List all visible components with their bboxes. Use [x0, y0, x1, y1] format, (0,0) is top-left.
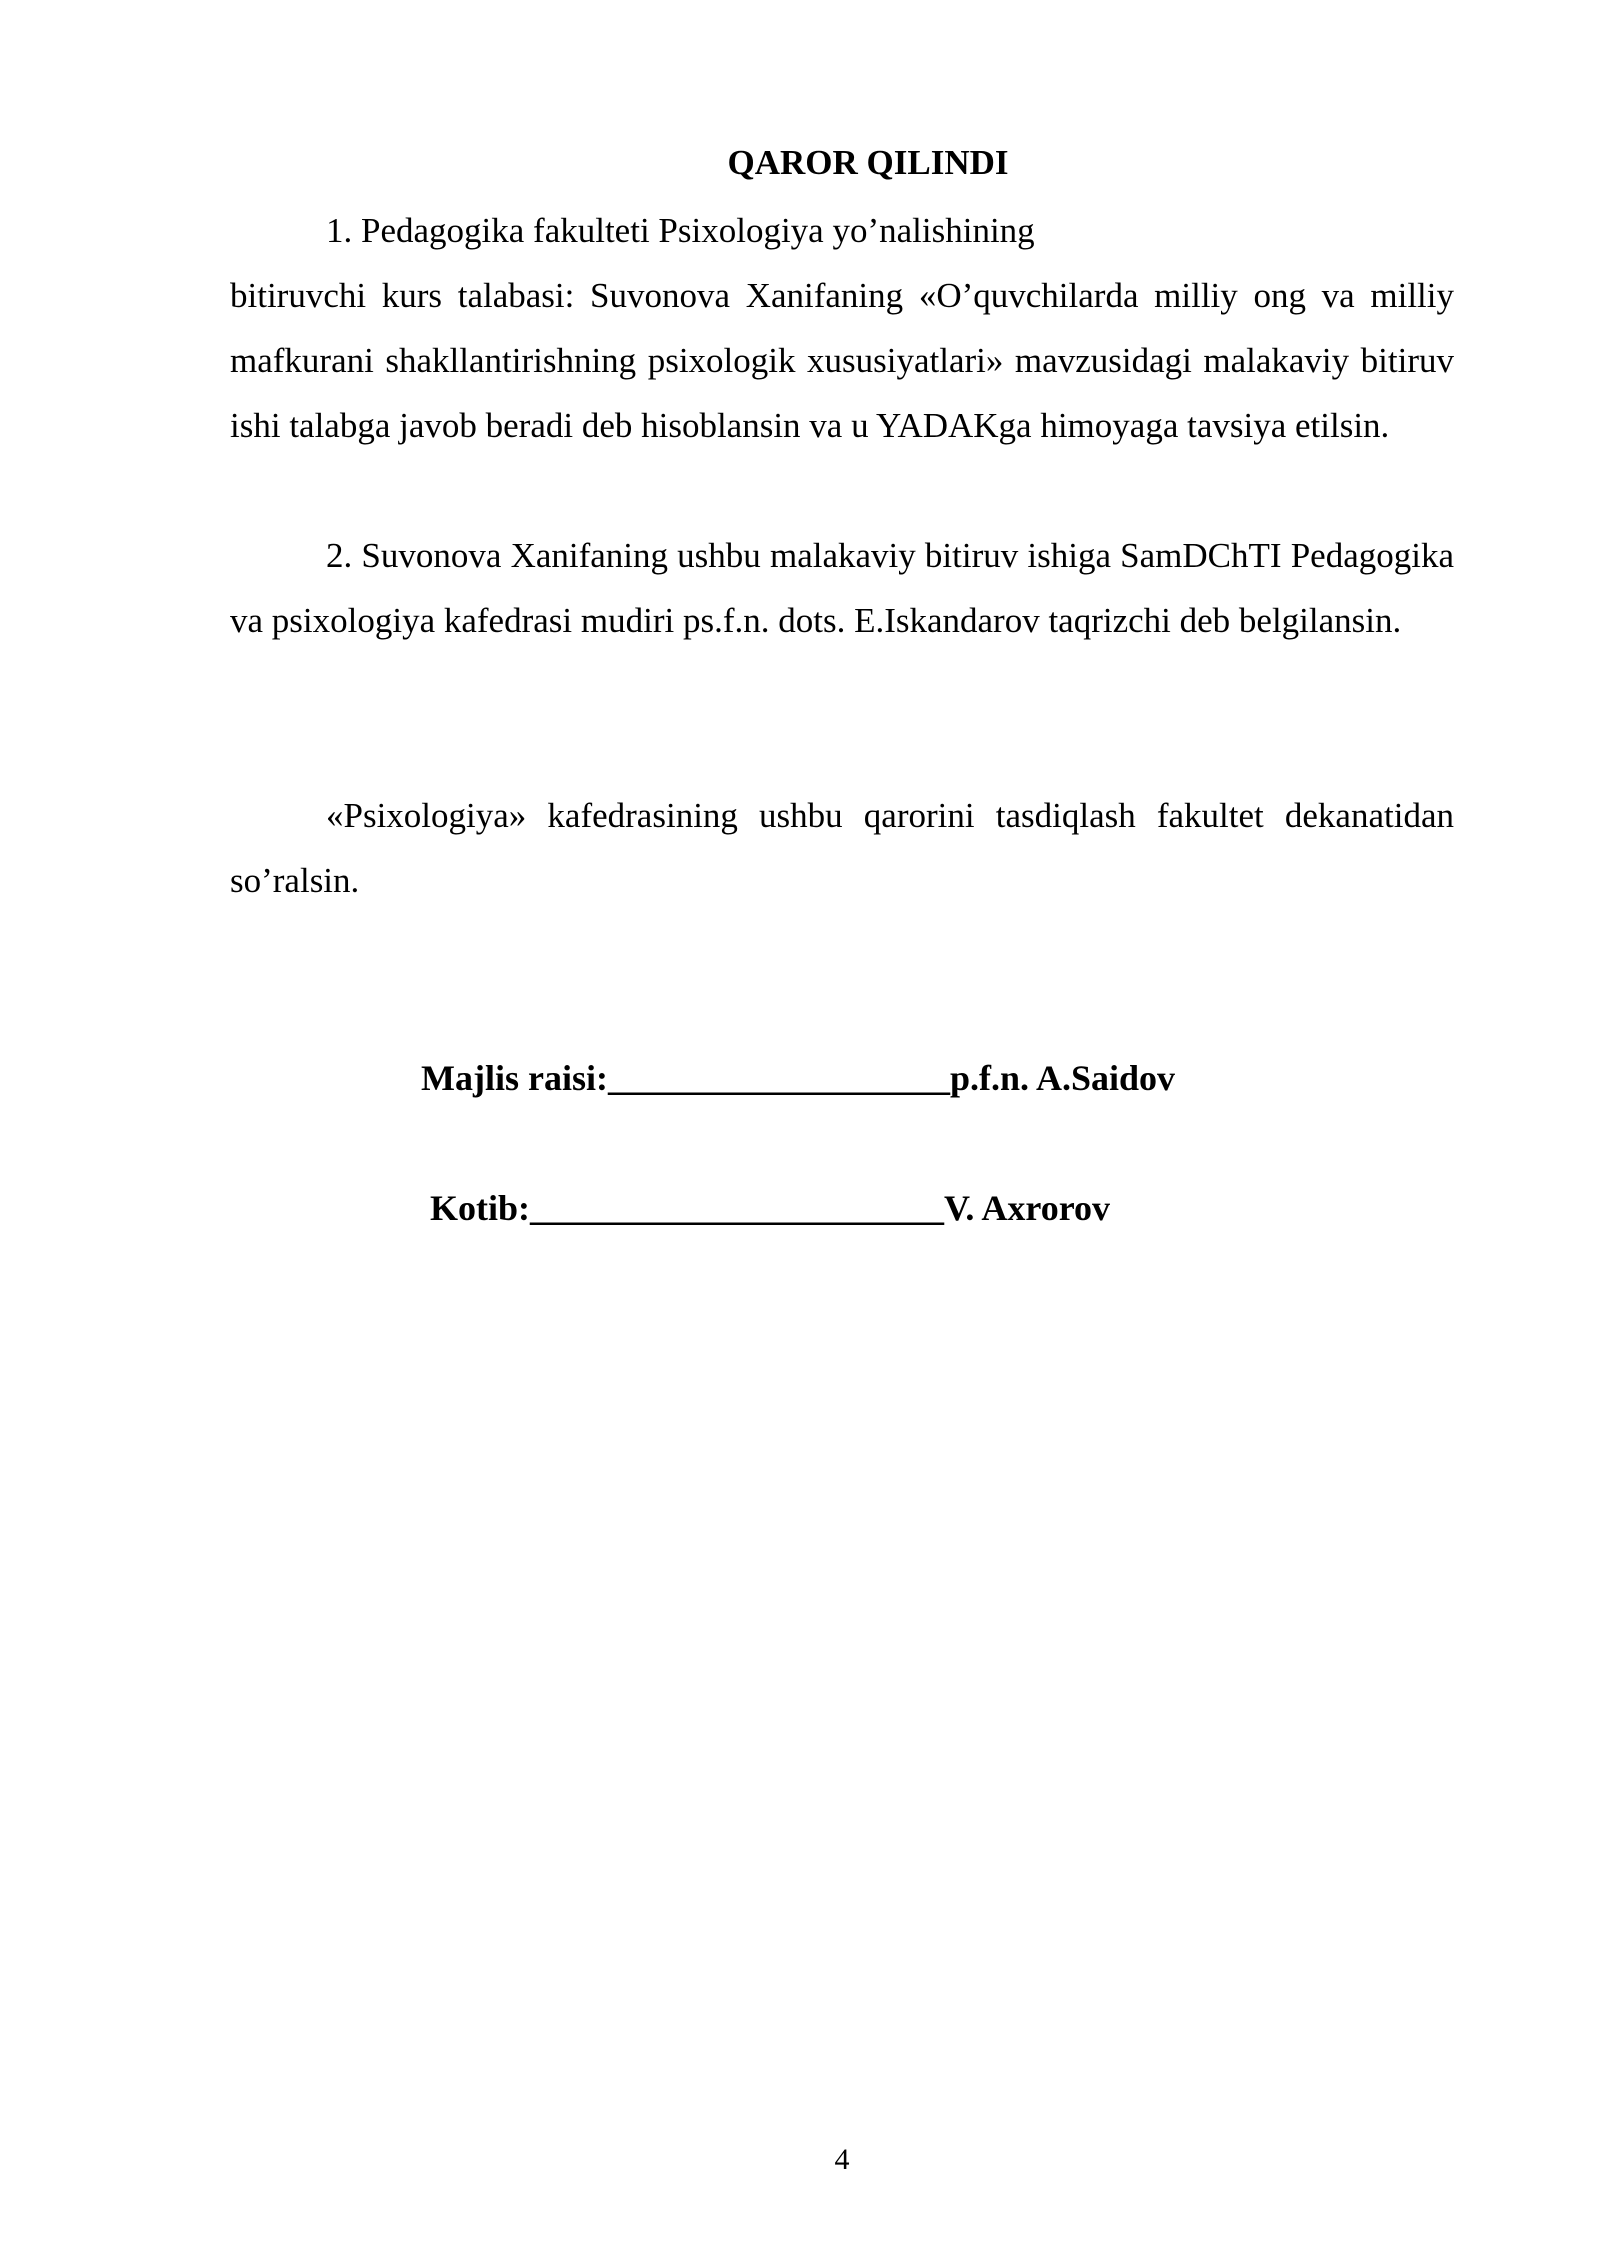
chair-signature-blank: ___________________ — [607, 1058, 950, 1098]
decision-item-2-text: 2. Suvonova Xanifaning ushbu malakaviy bitiruv ishiga SamDChTI Pedagogika va psixologiya kafedrasi mudiri ps.f.n. dots. E.Iskandarov taqrizchi deb belgilansin. — [230, 536, 1454, 640]
decision-item-1-first-line — [230, 198, 1454, 263]
decision-item-1-first-line-text: 1. Pedagogika fakulteti Psixologiya yo’nalishining — [326, 211, 1035, 250]
closing-paragraph-text: «Psixologiya» kafedrasining ushbu qarorini tasdiqlash fakultet dekanatidan so’ralsin. — [230, 796, 1454, 900]
secretary-signature-line — [430, 1185, 1110, 1231]
chair-label: Majlis raisi: — [421, 1058, 608, 1098]
chair-name: p.f.n. A.Saidov — [949, 1058, 1176, 1098]
secretary-label: Kotib: — [430, 1188, 531, 1228]
chair-signature-line — [421, 1055, 1175, 1101]
decision-item-2 — [230, 523, 1454, 653]
secretary-signature-blank: _______________________ — [530, 1188, 945, 1228]
closing-paragraph — [230, 783, 1454, 913]
secretary-name: V. Axrorov — [944, 1188, 1111, 1228]
page-number: 4 — [834, 2143, 850, 2176]
decision-heading: QAROR QILINDI — [727, 143, 1009, 182]
decision-item-1-body: bitiruvchi kurs talabasi: Suvonova Xanifaning «O’quvchilarda milliy ong va milliy mafkurani shakllantirishning psixologik xususiyatlari» mavzusidagi malakaviy bitiruv ishi talabga javob beradi deb hisoblansin va u YADAKga himoyaga tavsiya etilsin. — [230, 276, 1454, 445]
